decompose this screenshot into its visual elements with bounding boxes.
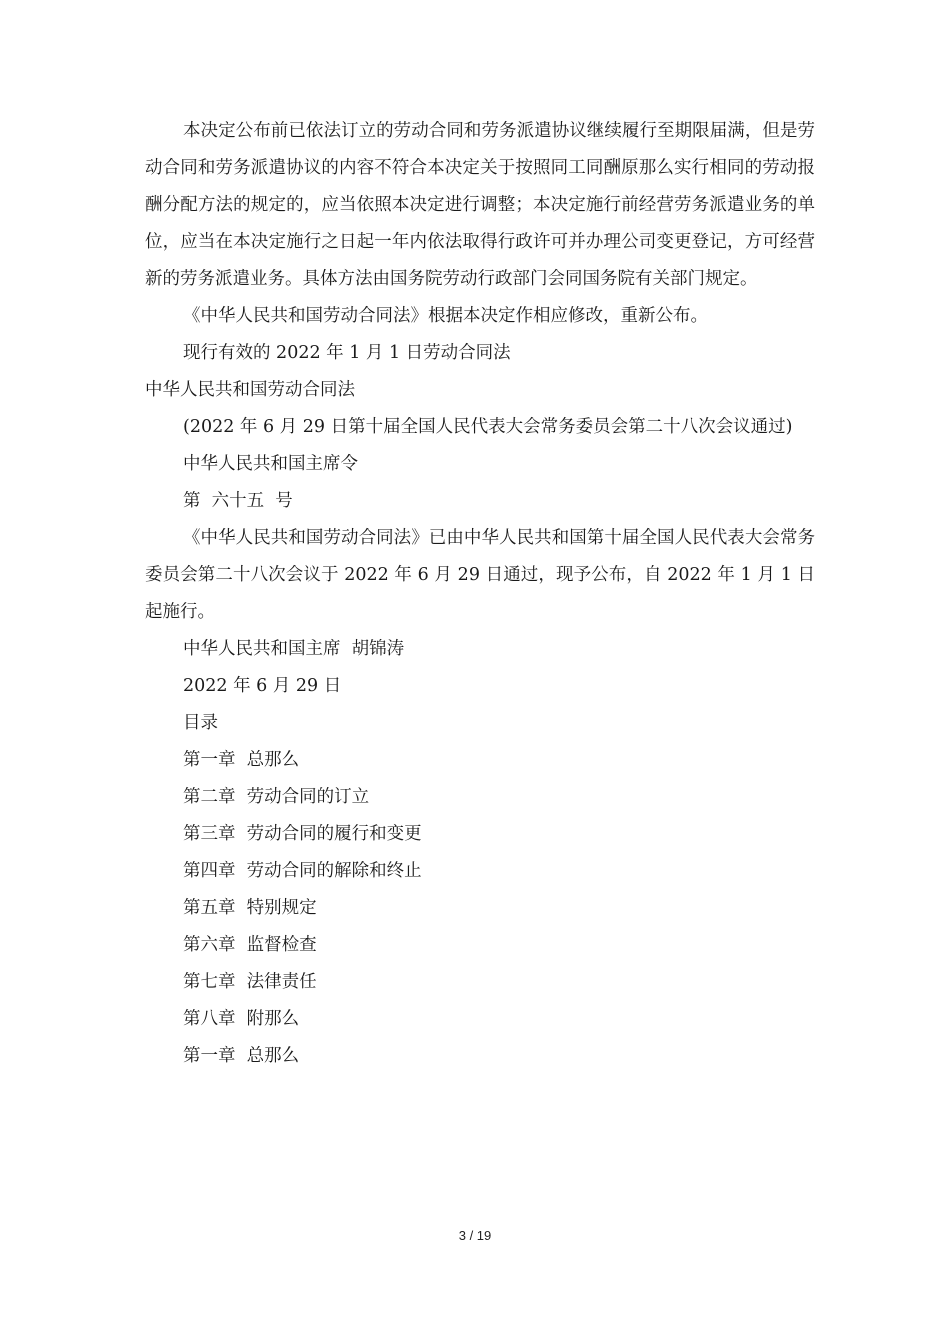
document-body [145, 113, 815, 1075]
toc-item: 第八章 附那么 [183, 1009, 300, 1029]
law-title: 中华人民共和国劳动合同法 [145, 380, 355, 400]
toc-heading: 目录 [183, 713, 218, 733]
paragraph-current-version: 现行有效的 2022 年 1 月 1 日劳动合同法 [183, 343, 511, 363]
signatory: 中华人民共和国主席 胡锦涛 [183, 639, 405, 659]
chapter-heading: 第一章 总那么 [183, 1046, 300, 1066]
adoption-note: (2022 年 6 月 29 日第十届全国人民代表大会常务委员会第二十八次会议通过) [183, 417, 793, 437]
toc-item: 第七章 法律责任 [183, 972, 317, 992]
paragraph-republication: 《中华人民共和国劳动合同法》根据本决定作相应修改，重新公布。 [183, 306, 708, 326]
page-number: 3 / 19 [458, 1228, 492, 1243]
toc-item: 第六章 监督检查 [183, 935, 317, 955]
toc-item: 第五章 特别规定 [183, 898, 317, 918]
promulgation-date: 2022 年 6 月 29 日 [183, 676, 342, 696]
toc-item: 第二章 劳动合同的订立 [183, 787, 370, 807]
promulgation-text: 《中华人民共和国劳动合同法》已由中华人民共和国第十届全国人民代表大会常务委员会第二十八次会议于 2022 年 6 月 29 日通过，现予公布，自 2022 年 1 月 1 日起施行。 [145, 528, 815, 622]
presidential-order-heading: 中华人民共和国主席令 [183, 454, 358, 474]
toc-item: 第四章 劳动合同的解除和终止 [183, 861, 422, 881]
order-number: 第 六十五 号 [183, 491, 293, 511]
paragraph-transitional-provision: 本决定公布前已依法订立的劳动合同和劳务派遣协议继续履行至期限届满，但是劳动合同和劳务派遣协议的内容不符合本决定关于按照同工同酬原那么实行相同的劳动报酬分配方法的规定的，应当依照本决定进行调整；本决定施行前经营劳务派遣业务的单位，应当在本决定施行之日起一年内依法取得行政许可并办理公司变更登记，方可经营新的劳务派遣业务。具体方法由国务院劳动行政部门会同国务院有关部门规定。 [145, 121, 815, 289]
toc-item: 第三章 劳动合同的履行和变更 [183, 824, 422, 844]
toc-item: 第一章 总那么 [183, 750, 300, 770]
